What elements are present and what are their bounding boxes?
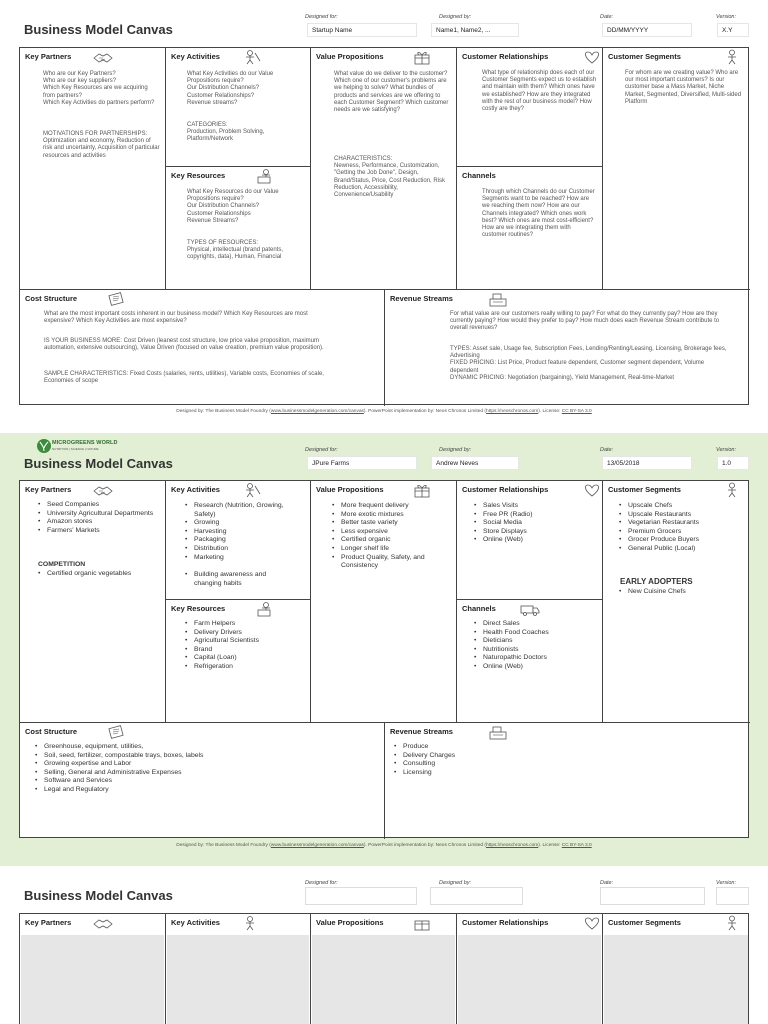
footer-text: Designed by: The Business Model Foundry ( <box>176 843 271 848</box>
list-item: • Software and Services <box>34 777 334 786</box>
key-activities-extra-list <box>184 571 289 588</box>
blank-slide <box>0 866 768 1024</box>
value-propositions-characteristics: CHARACTERISTICS: Newness, Performance, Customization, "Getting the Job Done", Design, Brand/Status, Price, Cost Reduction, Risk Reduction, Accessibility, Convenience/Usability <box>334 156 446 199</box>
footer-credits <box>0 843 768 848</box>
customer-segments-block <box>603 914 750 1024</box>
channels-title: Channels <box>462 604 496 613</box>
key-partners-list <box>37 501 155 535</box>
list-item: • Vegetarian Restaurants <box>618 519 746 528</box>
date-label: Date: <box>600 880 614 886</box>
list-item: • Longer shelf life <box>331 545 446 554</box>
key-partners-block <box>20 914 166 1024</box>
list-item: • Building awareness and changing habits <box>184 571 289 588</box>
designed-for-label: Designed for: <box>305 447 338 453</box>
value-propositions-title: Value Propositions <box>316 918 384 927</box>
channels-questions: Through which Channels do our Customer Segments want to be reached? How are we reaching them now? How are our Channels integrated? Which ones work best? Which ones are most cost-efficient? How are we integrating them with customer routines? <box>482 189 595 239</box>
list-item: • Grocer Produce Buyers <box>618 536 746 545</box>
key-partners-title: Key Partners <box>25 485 72 494</box>
scroll-icon <box>105 291 127 307</box>
list-item: • Distribution <box>184 545 289 554</box>
key-activities-title: Key Activities <box>171 918 220 927</box>
version-label: Version: <box>716 880 736 886</box>
example-slide <box>0 433 768 866</box>
list-item: • Store Displays <box>473 528 593 537</box>
key-resources-title: Key Resources <box>171 604 226 613</box>
list-item: • Legal and Regulatory <box>34 786 334 795</box>
list-item: • Produce <box>393 743 593 752</box>
list-item: • Farmers' Markets <box>37 527 155 536</box>
list-item: • Harvesting <box>184 528 289 537</box>
list-item: • Online (Web) <box>473 536 593 545</box>
bmc-canvas <box>19 480 749 838</box>
version-label: Version: <box>716 14 736 20</box>
list-item: • Greenhouse, equipment, utilities, <box>34 743 334 752</box>
customer-relationships-block <box>457 914 603 1024</box>
page-title: Business Model Canvas <box>24 22 173 37</box>
footer-text: ). PowerPoint implementation by: Neos Chronos Limited ( <box>363 843 487 848</box>
version-field[interactable] <box>716 887 749 905</box>
cost-structure-title: Cost Structure <box>25 727 78 736</box>
gift-icon <box>411 49 433 65</box>
revenue-streams-title: Revenue Streams <box>390 294 453 303</box>
list-item: • Naturopathic Doctors <box>473 654 598 663</box>
revenue-streams-title: Revenue Streams <box>390 727 453 736</box>
page-title: Business Model Canvas <box>24 456 173 471</box>
customer-segments-title: Customer Segments <box>608 52 681 61</box>
cost-structure-characteristics: SAMPLE CHARACTERISTICS: Fixed Costs (salaries, rents, utilities), Variable costs, Economies of scale, Economies of scope <box>44 371 324 385</box>
list-item: • Delivery Charges <box>393 752 593 761</box>
footer-credits <box>0 409 768 414</box>
customer-segments-title: Customer Segments <box>608 918 681 927</box>
designed-for-label: Designed for: <box>305 880 338 886</box>
key-resources-block <box>166 600 311 723</box>
customer-relationships-block <box>457 48 603 167</box>
list-item: • Capital (Loan) <box>184 654 304 663</box>
brand-name: MICROGREENS WORLD <box>52 440 118 446</box>
gift-icon <box>411 915 433 931</box>
list-item: • Marketing <box>184 554 289 563</box>
list-item: • Certified organic vegetables <box>37 570 137 579</box>
cash-register-icon <box>487 291 509 307</box>
date-field[interactable]: DD/MM/YYYY <box>602 23 692 37</box>
designed-by-field[interactable]: Name1, Name2, ... <box>431 23 519 37</box>
key-partners-block <box>20 481 166 723</box>
value-propositions-list <box>331 502 446 571</box>
value-propositions-block <box>311 48 457 290</box>
footer-link-canvas[interactable]: www.businessmodelgeneration.com/canvas <box>270 409 364 414</box>
input-area[interactable] <box>167 935 309 1024</box>
key-activities-block <box>166 48 311 167</box>
input-area[interactable] <box>604 935 748 1024</box>
list-item: • Licensing <box>393 769 593 778</box>
value-propositions-title: Value Propositions <box>316 485 384 494</box>
leaf-logo-icon <box>36 437 52 455</box>
list-item: • Sales Visits <box>473 502 593 511</box>
version-field[interactable]: 1.0 <box>717 456 749 470</box>
cost-structure-questions: What are the most important costs inherent in our business model? Which Key Resources are most expensive? Which Key Activities are most expensive? <box>44 311 308 325</box>
customer-relationships-list <box>473 502 593 545</box>
list-item: • Social Media <box>473 519 593 528</box>
key-resources-questions: What Key Resources do our Value Propositions require? Our Distribution Channels? Customer Relationships Revenue Streams? <box>187 189 279 224</box>
footer-link-canvas[interactable]: www.businessmodelgeneration.com/canvas <box>270 843 364 848</box>
designed-by-field[interactable] <box>430 887 523 905</box>
footer-text: ). License: <box>538 843 562 848</box>
heart-icon <box>581 915 603 931</box>
competition-heading: COMPETITION <box>38 561 86 568</box>
designed-by-label: Designed by: <box>439 14 472 20</box>
input-area[interactable] <box>458 935 601 1024</box>
footer-text: ). PowerPoint implementation by: Neos Chronos Limited ( <box>363 409 487 414</box>
customer-relationships-title: Customer Relationships <box>462 918 549 927</box>
list-item: • More frequent delivery <box>331 502 446 511</box>
designed-for-label: Designed for: <box>305 14 338 20</box>
list-item: • Upscale Restaurants <box>618 511 746 520</box>
key-partners-title: Key Partners <box>25 918 72 927</box>
revenue-streams-questions: For what value are our customers really willing to pay? For what do they currently pay? How are they currently paying? How would they prefer to pay? How much does each Revenue Stream contribute to overall revenues? <box>450 311 720 332</box>
cost-structure-block <box>20 723 385 839</box>
handshake-icon <box>92 482 114 498</box>
list-item: • General Public (Local) <box>618 545 746 554</box>
person-icon <box>721 49 743 65</box>
key-resources-title: Key Resources <box>171 171 226 180</box>
worker-icon <box>240 49 262 65</box>
scroll-icon <box>105 724 127 740</box>
worker-icon <box>254 601 276 617</box>
list-item: • Premium Grocers <box>618 528 746 537</box>
list-item: • Brand <box>184 646 304 655</box>
worker-icon <box>240 915 262 931</box>
list-item: • Online (Web) <box>473 663 598 672</box>
footer-link-neoschronos[interactable]: https://neoschronos.com <box>486 409 539 414</box>
key-activities-questions: What Key Activities do our Value Propositions require? Our Distribution Channels? Customer Relationships? Revenue streams? <box>187 71 274 106</box>
list-item: • Less expensive <box>331 528 446 537</box>
customer-relationships-title: Customer Relationships <box>462 485 549 494</box>
footer-text: Designed by: The Business Model Foundry ( <box>176 409 271 414</box>
list-item: • Soil, seed, fertilizer, compostable trays, boxes, labels <box>34 752 334 761</box>
cost-structure-business-type: IS YOUR BUSINESS MORE: Cost Driven (leanest cost structure, low price value proposition, maximum automation, extensive outsourcing), Value Driven (focused on value creation, premium value proposition). <box>44 338 324 352</box>
list-item: • Dieticians <box>473 637 598 646</box>
early-adopters-heading: EARLY ADOPTERS <box>620 577 693 586</box>
customer-segments-block <box>603 481 750 723</box>
designed-for-field[interactable]: JPure Farms <box>307 456 417 470</box>
customer-relationships-questions: What type of relationship does each of our Customer Segments expect us to establish and maintain with them? Which ones have we established? How are they integrated with the rest of our business model? How costly are they? <box>482 70 597 113</box>
list-item: • Better taste variety <box>331 519 446 528</box>
list-item: • Delivery Drivers <box>184 629 304 638</box>
person-icon <box>721 482 743 498</box>
heart-icon <box>581 482 603 498</box>
competition-list <box>37 570 137 579</box>
designed-by-label: Designed by: <box>439 447 472 453</box>
key-activities-block <box>166 481 311 600</box>
list-item: • Amazon stores <box>37 518 155 527</box>
value-propositions-block <box>311 914 457 1024</box>
footer-link-neoschronos[interactable]: https://neoschronos.com <box>486 843 539 848</box>
gift-icon <box>411 482 433 498</box>
heart-icon <box>581 49 603 65</box>
footer-text: ). License: <box>538 409 562 414</box>
list-item: • Growing <box>184 519 289 528</box>
version-label: Version: <box>716 447 736 453</box>
key-activities-title: Key Activities <box>171 485 220 494</box>
key-activities-list <box>184 502 289 562</box>
list-item: • Farm Helpers <box>184 620 304 629</box>
brand-logo <box>36 437 116 455</box>
key-resources-list <box>184 620 304 672</box>
customer-relationships-title: Customer Relationships <box>462 52 549 61</box>
list-item: • Selling, General and Administrative Expenses <box>34 769 334 778</box>
channels-title: Channels <box>462 171 496 180</box>
key-activities-categories: CATEGORIES: Production, Problem Solving, Platform/Network <box>187 122 265 143</box>
key-resources-types: TYPES OF RESOURCES: Physical, intellectual (brand patents, copyrights, data), Human, Financial <box>187 240 284 261</box>
list-item: • University Agricultural Departments <box>37 510 155 519</box>
customer-relationships-block <box>457 481 603 600</box>
list-item: • New Cuisine Chefs <box>618 588 746 597</box>
list-item: • Free PR (Radio) <box>473 511 593 520</box>
brand-tagline: NUTRITION | SCIENCE | NATURE <box>52 447 99 451</box>
date-label: Date: <box>600 14 614 20</box>
date-field[interactable]: 13/05/2018 <box>602 456 692 470</box>
early-adopters-list <box>618 588 746 597</box>
list-item: • Refrigeration <box>184 663 304 672</box>
cash-register-icon <box>487 724 509 740</box>
value-propositions-block <box>311 481 457 723</box>
date-label: Date: <box>600 447 614 453</box>
worker-icon <box>254 168 276 184</box>
value-propositions-title: Value Propositions <box>316 52 384 61</box>
key-partners-block <box>20 48 166 290</box>
revenue-streams-block <box>385 723 750 839</box>
list-item: • Product Quality, Safety, and Consistency <box>331 554 446 571</box>
input-area[interactable] <box>312 935 455 1024</box>
designed-for-field[interactable]: Startup Name <box>307 23 417 37</box>
channels-block <box>457 600 603 723</box>
cost-structure-block <box>20 290 385 406</box>
key-activities-title: Key Activities <box>171 52 220 61</box>
key-partners-motivations: MOTIVATIONS FOR PARTNERSHIPS: Optimization and economy, Reduction of risk and uncertainty, Acquisition of particular resources and activities <box>43 131 160 159</box>
key-activities-block <box>166 914 311 1024</box>
truck-icon <box>519 601 541 617</box>
footer-link-license[interactable]: CC BY-SA 3.0 <box>561 843 592 848</box>
customer-segments-block <box>603 48 750 290</box>
list-item: • Growing expertise and Labor <box>34 760 334 769</box>
worker-icon <box>240 482 262 498</box>
list-item: • Nutritionists <box>473 646 598 655</box>
list-item: • Research (Nutrition, Growing, Safety) <box>184 502 289 519</box>
handshake-icon <box>92 915 114 931</box>
handshake-icon <box>92 49 114 65</box>
cost-structure-list <box>34 743 334 795</box>
list-item: • Seed Companies <box>37 501 155 510</box>
key-partners-questions: Who are our Key Partners? Who are our key suppliers? Which Key Resources are we acquiring from partners? Which Key Activities do partners perform? <box>43 71 155 106</box>
list-item: • Agricultural Scientists <box>184 637 304 646</box>
input-area[interactable] <box>21 935 164 1024</box>
date-field[interactable] <box>600 887 705 905</box>
channels-block <box>457 167 603 290</box>
list-item: • Consulting <box>393 760 593 769</box>
list-item: • More exotic mixtures <box>331 511 446 520</box>
revenue-streams-list <box>393 743 593 777</box>
list-item: • Direct Sales <box>473 620 598 629</box>
bmc-canvas <box>19 913 749 1024</box>
revenue-streams-block <box>385 290 750 406</box>
customer-segments-title: Customer Segments <box>608 485 681 494</box>
footer-link-license[interactable]: CC BY-SA 3.0 <box>561 409 592 414</box>
customer-segments-questions: For whom are we creating value? Who are our most important customers? Is our customer base a Mass Market, Niche Market, Segmented, Diversified, Multi-sided Platform <box>625 70 742 105</box>
key-resources-block <box>166 167 311 290</box>
list-item: • Upscale Chefs <box>618 502 746 511</box>
cost-structure-title: Cost Structure <box>25 294 78 303</box>
person-icon <box>721 915 743 931</box>
bmc-canvas <box>19 47 749 405</box>
template-slide <box>0 0 768 433</box>
list-item: • Certified organic <box>331 536 446 545</box>
page-title: Business Model Canvas <box>24 888 173 903</box>
list-item: • Packaging <box>184 536 289 545</box>
designed-for-field[interactable] <box>305 887 417 905</box>
key-partners-title: Key Partners <box>25 52 72 61</box>
list-item: • Health Food Coaches <box>473 629 598 638</box>
designed-by-field[interactable]: Andrew Neves <box>431 456 519 470</box>
revenue-streams-pricing: TYPES: Asset sale, Usage fee, Subscription Fees, Lending/Renting/Leasing, Licensing, Brokerage fees, Advertising FIXED PRICING: List Price, Product feature dependent, Customer segment dependent, Volume dependent DYNAMIC PRICING: Negotiation (bargaining), Yield Management, Real-time-Market <box>450 346 727 381</box>
channels-list <box>473 620 598 672</box>
designed-by-label: Designed by: <box>439 880 472 886</box>
version-field[interactable]: X.Y <box>717 23 749 37</box>
customer-segments-list <box>618 502 746 554</box>
value-propositions-questions: What value do we deliver to the customer? Which one of our customer's problems are we helping to solve? What bundles of products and services are we offering to each Customer Segment? Which customer needs are we satisfying? <box>334 71 449 114</box>
